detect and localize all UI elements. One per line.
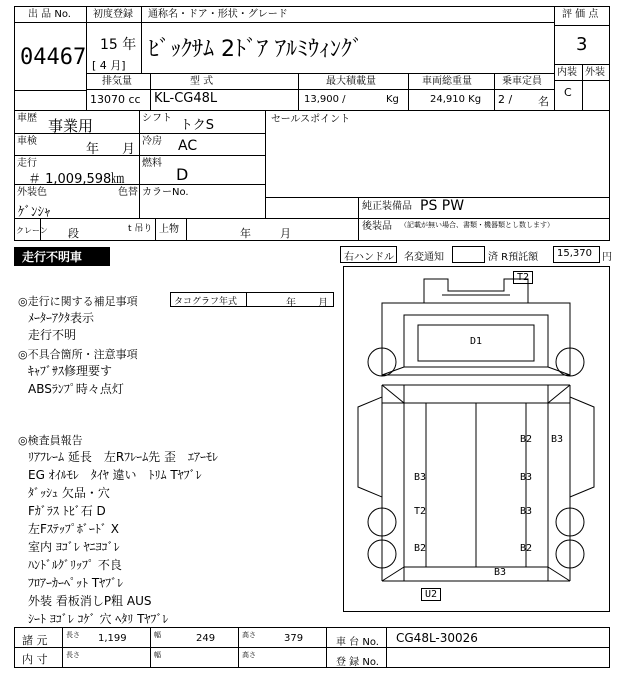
aircon: AC xyxy=(178,138,198,154)
height-label: 高さ xyxy=(242,631,256,639)
max-load-unit: Kg xyxy=(386,94,399,105)
mileage-label: 走行 xyxy=(17,158,37,169)
recycle-label: 済 R預託額 xyxy=(488,252,539,263)
tacho-year: 年 xyxy=(286,298,296,309)
chassis-number: CG48L-30026 xyxy=(396,631,478,645)
defect-line: ｷｬﾌﾞｻｽ修理要す xyxy=(28,364,113,378)
width: 249 xyxy=(196,633,216,644)
mark-b3-rear: B3 xyxy=(494,567,507,578)
tacho-month: 月 xyxy=(318,298,328,309)
mark-b3-right: B3 xyxy=(551,434,564,445)
mark-d1-windshield: D1 xyxy=(470,336,483,347)
steering-label: 右ハンドル xyxy=(344,252,394,263)
inspection-label: 車検 xyxy=(17,136,37,147)
supplement-title: ◎走行に関する補足事項 xyxy=(18,295,138,308)
inspector-line: ﾌﾛｱｰｶｰﾍﾟｯﾄ Tﾔﾌﾞﾚ xyxy=(28,576,124,590)
fuel: D xyxy=(176,165,189,184)
mark-b3-left: B3 xyxy=(414,472,427,483)
interior-dims-label: 内 寸 xyxy=(22,653,48,666)
lot-number: 04467 xyxy=(20,45,87,70)
aircon-label: 冷房 xyxy=(142,136,162,147)
mark-b2-right: B2 xyxy=(520,434,533,445)
sales-point-label: セールスポイント xyxy=(271,114,351,125)
inspector-line: EG ｵｲﾙﾓﾚ ﾀｲﾔ 違い ﾄﾘﾑ Tﾔﾌﾞﾚ xyxy=(28,468,202,482)
mark-b3-mid2: B3 xyxy=(520,506,533,517)
inspector-title: ◎検査員報告 xyxy=(18,434,83,447)
length-label: 長さ xyxy=(66,631,80,639)
mark-b2-left: B2 xyxy=(414,543,427,554)
inspector-line: ﾊﾝﾄﾞﾙｸﾞﾘｯﾌﾟ 不良 xyxy=(28,558,122,572)
inspector-line: 左Fｽﾃｯﾌﾟﾎﾞｰﾄﾞ X xyxy=(28,522,119,536)
top-body-month: 月 xyxy=(280,227,291,240)
capacity-label: 乗車定員 xyxy=(502,76,542,87)
color-change-label: 色替 xyxy=(118,187,138,198)
inspector-line: ﾀﾞｯｼｭ 欠品・穴 xyxy=(28,486,110,500)
supplement-line: ﾒｰﾀｰｱｸﾀ表示 xyxy=(28,311,95,325)
first-reg-month: [ 4 月] xyxy=(92,59,126,72)
color-no-label: カラーNo. xyxy=(142,187,189,198)
aftermarket-note: （記載が無い場合、書類・機器類とし数します） xyxy=(400,221,554,229)
car-name-label: 通称名・ドア・形状・グレード xyxy=(148,9,288,20)
grade-label: 評 価 点 xyxy=(562,9,599,20)
first-reg-year: 15 年 xyxy=(100,37,137,53)
grade-value: 3 xyxy=(576,34,588,55)
shift-label: シフト xyxy=(142,113,172,124)
interior-grade-label: 内装 xyxy=(557,67,577,78)
dims-label: 諸 元 xyxy=(22,634,48,647)
car-name: ﾋﾞｯｸｻﾑ 2ﾄﾞｱ ｱﾙﾐｳｨﾝｸﾞ xyxy=(148,37,363,62)
capacity-unit: 名 xyxy=(538,95,549,108)
mark-b2-mid: B2 xyxy=(520,543,533,554)
top-body-year: 年 xyxy=(240,227,251,240)
name-change-label: 名変通知 xyxy=(404,252,444,263)
mark-t2-left: T2 xyxy=(414,506,427,517)
mark-t2-roof: T2 xyxy=(513,271,533,284)
inspector-line: 室内 ﾖｺﾞﾚ ﾔﾆﾖｺﾞﾚ xyxy=(28,540,120,554)
vehicle-diagram xyxy=(344,267,608,611)
displacement: 13070 cc xyxy=(90,93,141,106)
mark-u2-under: U2 xyxy=(421,588,441,601)
inspector-line: 外装 看板消しP粗 AUS xyxy=(28,594,152,608)
width-label: 幅 xyxy=(154,631,161,639)
equip-label: 純正装備品 xyxy=(362,201,412,212)
interior-grade: C xyxy=(564,86,572,99)
tacho-label: タコグラフ年式 xyxy=(174,297,238,307)
aftermarket-label: 後装品 xyxy=(362,221,392,232)
height: 379 xyxy=(284,633,304,644)
gvw-label: 車両総重量 xyxy=(422,76,472,87)
top-body-label: 上物 xyxy=(159,224,179,235)
inspection-year: 年 xyxy=(86,142,100,157)
crane-ton: t 吊り xyxy=(128,224,153,234)
gvw: 24,910 Kg xyxy=(430,94,482,105)
exterior-grade-label: 外装 xyxy=(585,67,605,78)
inspection-month: 月 xyxy=(122,142,136,157)
capacity: 2 / xyxy=(498,93,513,106)
interior-width-label: 幅 xyxy=(154,651,161,659)
shift: トクS xyxy=(180,118,214,133)
fuel-label: 燃料 xyxy=(142,158,162,169)
lot-label: 出 品 No. xyxy=(28,9,71,20)
crane-label: クレーン xyxy=(16,226,48,235)
inspector-line: ｼｰﾄ ﾖｺﾞﾚ ｺｹﾞ 穴 ﾍﾀﾘ Tﾔﾌﾞﾚ xyxy=(28,612,169,626)
max-load-label: 最大積載量 xyxy=(326,76,376,87)
max-load: 13,900 / xyxy=(304,94,346,105)
history-label: 車歴 xyxy=(17,113,37,124)
chassis-label: 車 台 No. xyxy=(336,637,379,648)
model: KL-CG48L xyxy=(154,91,218,106)
color: ｹﾞﾝｼｬ xyxy=(18,205,51,220)
crane-stage: 段 xyxy=(68,227,79,240)
recycle-amount: 15,370 xyxy=(557,248,592,259)
mileage-unknown-badge: 走行不明車 xyxy=(14,247,110,266)
equip: PS PW xyxy=(420,198,465,214)
interior-length-label: 長さ xyxy=(66,651,80,659)
inspector-line: ﾘｱﾌﾚｰﾑ 延長 左Rﾌﾚｰﾑ先 歪 ｴｱｰﾓﾚ xyxy=(28,450,218,464)
first-reg-label: 初度登録 xyxy=(93,9,133,20)
displacement-label: 排気量 xyxy=(102,76,132,87)
defect-line: ABSﾗﾝﾌﾟ時々点灯 xyxy=(28,382,124,396)
history: 事業用 xyxy=(48,117,94,135)
mileage: ＃ 1,009,598㎞ xyxy=(28,172,125,187)
defect-title: ◎不具合箇所・注意事項 xyxy=(18,348,138,361)
registration-label: 登 録 No. xyxy=(336,657,379,668)
color-label: 外装色 xyxy=(17,187,47,198)
inspector-line: Fｶﾞﾗｽ ﾄﾋﾞ石 D xyxy=(28,504,106,518)
length: 1,199 xyxy=(98,633,127,644)
interior-height-label: 高さ xyxy=(242,651,256,659)
recycle-unit: 円 xyxy=(602,252,612,263)
mark-b3-mid: B3 xyxy=(520,472,533,483)
supplement-line: 走行不明 xyxy=(28,328,77,342)
model-label: 型 式 xyxy=(190,76,214,87)
